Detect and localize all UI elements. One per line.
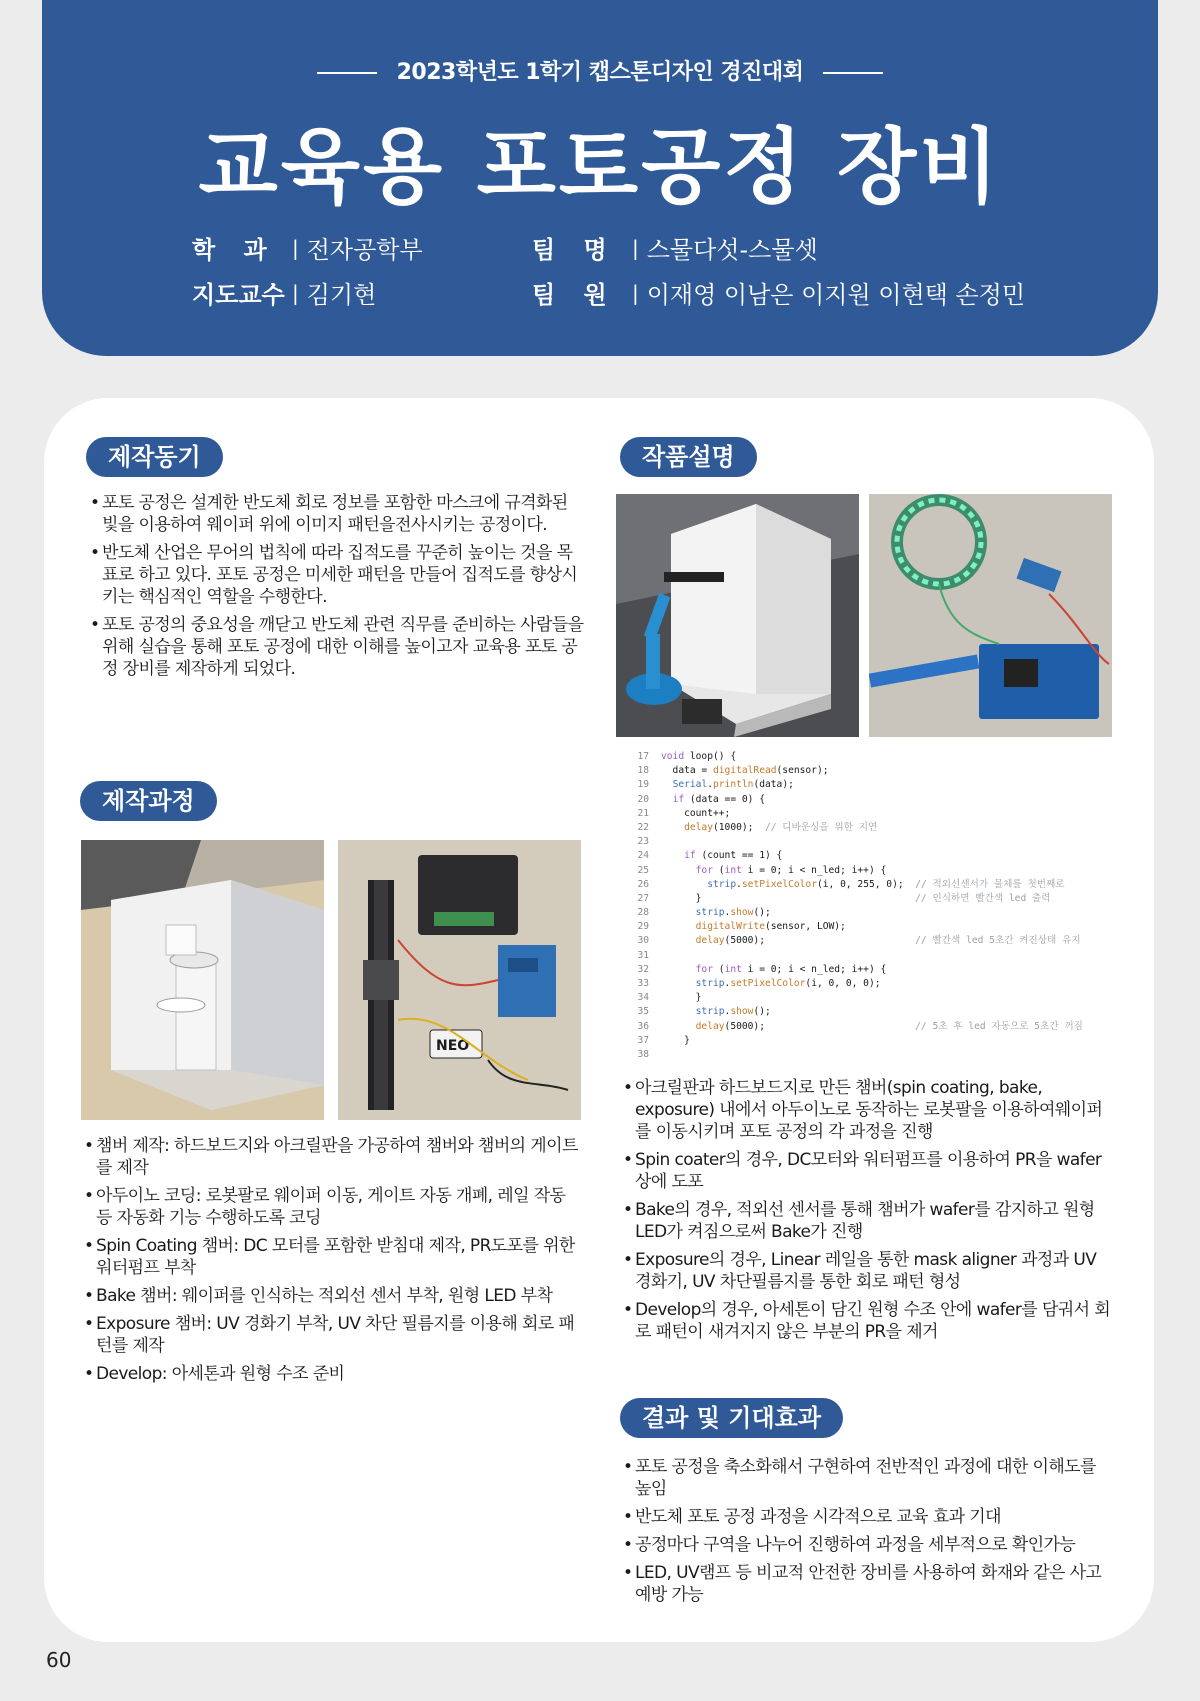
robot-arm-photo	[616, 494, 859, 737]
code-line	[625, 1048, 1105, 1062]
list-item: • 반도체 포토 공정 과정을 시각적으로 교육 효과 기대	[623, 1506, 1113, 1528]
list-item: • LED, UV램프 등 비교적 안전한 장비를 사용하여 화재와 같은 사고 예방 가능	[623, 1562, 1113, 1606]
code-line-text: delay(5000); // 5초 후 led 자동으로 5초간 꺼짐	[695, 1020, 1083, 1032]
code-line	[625, 1020, 1105, 1034]
advisor-label: 지도교수	[192, 281, 285, 309]
dept-value: 전자공학부	[306, 236, 423, 264]
results-heading: 결과 및 기대효과	[620, 1398, 843, 1438]
code-line-text: count++;	[661, 807, 731, 819]
list-item: • Bake의 경우, 적외선 센서를 통해 챔버가 wafer를 감지하고 원형 LED가 켜짐으로써 Bake가 진행	[623, 1199, 1113, 1243]
contest-rule-left	[317, 72, 377, 74]
list-item: • 포토 공정은 설계한 반도체 회로 정보를 포함한 마스크에 규격화된 빛을 이용하여 웨이퍼 위에 이미지 패턴을전사시키는 공정이다.	[90, 492, 586, 536]
code-line-text: }	[661, 1034, 690, 1046]
rail-photo	[338, 840, 581, 1120]
code-line-text: strip.setPixelColor(i, 0, 255, 0); // 적외선센서가 물체를 첫번째로	[707, 878, 1065, 890]
code-line-number: 36	[637, 1020, 649, 1032]
page-title: 교육용 포토공정 장비	[198, 120, 1002, 215]
code-line	[625, 991, 1105, 1005]
team-value: 스물다섯-스물셋	[646, 236, 818, 264]
list-item: • Develop의 경우, 아세톤이 담긴 원형 수조 안에 wafer를 담궈서 회로 패턴이 새겨지지 않은 부분의 PR을 제거	[623, 1299, 1113, 1343]
code-line	[625, 934, 1105, 948]
code-line-text: for (int i = 0; i < n_led; i++) {	[695, 963, 887, 975]
code-line-text: Serial.println(data);	[672, 779, 794, 791]
code-line	[625, 764, 1105, 778]
members-value: 이재영 이남은 이지원 이현택 손정민	[646, 281, 1026, 309]
code-line-text: delay(5000); // 빨간색 led 5초간 켜진상태 유지	[695, 935, 1081, 947]
process-list	[84, 1135, 580, 1391]
code-line-number: 23	[637, 836, 649, 848]
list-item: • 아크릴판과 하드보드지로 만든 챔버(spin coating, bake, exposure) 내에서 아두이노로 동작하는 로봇팔을 이용하여웨이퍼를 이동시키며 포토 공정의 각 과정을 진행	[623, 1077, 1113, 1143]
members-info: 팀 원 | 이재영 이남은 이지원 이현택 손정민	[532, 275, 1025, 310]
code-line-number: 37	[637, 1034, 649, 1046]
led-ring-photo	[869, 494, 1112, 737]
team-label: 팀 명	[532, 236, 617, 264]
code-line	[625, 977, 1105, 991]
description-list	[623, 1077, 1113, 1349]
list-item: • Exposure 챔버: UV 경화기 부착, UV 차단 필름지를 이용해 회로 패턴를 제작	[84, 1313, 580, 1357]
code-line	[625, 793, 1105, 807]
code-line-number: 27	[637, 892, 649, 904]
code-line	[625, 849, 1105, 863]
code-line-number: 22	[637, 821, 649, 833]
code-line-text: strip.setPixelColor(i, 0, 0, 0);	[695, 978, 881, 989]
code-line-text: if (count == 1) {	[684, 850, 783, 862]
code-line-text: strip.show();	[695, 1006, 771, 1018]
list-item: • Develop: 아세톤과 원형 수조 준비	[84, 1363, 580, 1385]
team-info: 팀 명 | 스물다섯-스물셋	[532, 230, 818, 265]
motivation-list	[90, 492, 586, 686]
code-line	[625, 920, 1105, 934]
code-line-text: } // 인식하면 빨간색 led 출력	[661, 892, 1051, 904]
code-line-number: 34	[637, 992, 649, 1004]
contest-rule-right	[823, 72, 883, 74]
list-item: • 반도체 산업은 무어의 법칙에 따라 집적도를 꾸준히 높이는 것을 목표로 하고 있다. 포토 공정은 미세한 패턴을 만들어 집적도를 향상시키는 핵심적인 역할을 수행한다.	[90, 542, 586, 608]
advisor-value: 김기현	[306, 281, 377, 309]
code-line	[625, 864, 1105, 878]
code-line-number: 38	[637, 1048, 649, 1060]
list-item: • 포토 공정을 축소화해서 구현하여 전반적인 과정에 대한 이해도를 높임	[623, 1456, 1113, 1500]
dept-info: 학 과 | 전자공학부	[192, 230, 423, 265]
code-line-number: 25	[637, 864, 649, 876]
code-line	[625, 835, 1105, 849]
code-line-number: 35	[637, 1006, 649, 1018]
list-item: • Spin coater의 경우, DC모터와 워터펌프를 이용하여 PR을 wafer 상에 도포	[623, 1149, 1113, 1193]
code-line	[625, 906, 1105, 920]
list-item: • 아두이노 코딩: 로봇팔로 웨이퍼 이동, 게이트 자동 개폐, 레일 작동 등 자동화 기능 수행하도록 코딩	[84, 1185, 580, 1229]
module-label: NEO	[436, 1038, 470, 1054]
code-line-number: 29	[637, 921, 649, 933]
code-line	[625, 778, 1105, 792]
code-line	[625, 807, 1105, 821]
code-line-number: 21	[637, 807, 649, 819]
process-heading: 제작과정	[80, 781, 217, 821]
header-banner	[42, 0, 1158, 356]
code-snippet	[625, 750, 1105, 1068]
code-line-text: for (int i = 0; i < n_led; i++) {	[695, 864, 887, 876]
code-line-text: if (data == 0) {	[672, 793, 765, 805]
list-item: • Spin Coating 챔버: DC 모터를 포함한 받침대 제작, PR도포를 위한 워터펌프 부착	[84, 1235, 580, 1279]
code-line-number: 17	[637, 751, 649, 762]
results-list	[623, 1456, 1113, 1612]
code-line	[625, 878, 1105, 892]
code-line-text: digitalWrite(sensor, LOW);	[695, 921, 846, 933]
code-line-number: 28	[637, 907, 649, 919]
list-item: • 공정마다 구역을 나누어 진행하여 과정을 세부적으로 확인가능	[623, 1534, 1113, 1556]
code-line-text: data = digitalRead(sensor);	[661, 765, 829, 777]
code-line-number: 33	[637, 978, 649, 989]
code-line-text: void loop() {	[661, 751, 737, 762]
contest-line	[42, 55, 1158, 86]
code-line	[625, 892, 1105, 906]
members-label: 팀 원	[532, 281, 617, 309]
code-line-number: 30	[637, 935, 649, 947]
page-number: 60	[46, 1648, 72, 1672]
chamber-photo	[81, 840, 324, 1120]
advisor-info: 지도교수 | 김기현	[192, 275, 376, 310]
motivation-heading: 제작동기	[86, 437, 223, 477]
code-line-number: 32	[637, 963, 649, 975]
code-line	[625, 1005, 1105, 1019]
code-line-text: }	[661, 992, 702, 1004]
code-line-number: 18	[637, 765, 649, 777]
code-line	[625, 949, 1105, 963]
contest-title: 2023학년도 1학기 캡스톤디자인 경진대회	[396, 60, 804, 85]
list-item: • Exposure의 경우, Linear 레일을 통한 mask aligner 과정과 UV 경화기, UV 차단필름지를 통한 회로 패턴 형성	[623, 1249, 1113, 1293]
dept-label: 학 과	[192, 236, 277, 264]
code-line-number: 24	[637, 850, 649, 862]
list-item: • 챔버 제작: 하드보드지와 아크릴판을 가공하여 챔버와 챔버의 게이트를 제작	[84, 1135, 580, 1179]
list-item: • Bake 챔버: 웨이퍼를 인식하는 적외선 센서 부착, 원형 LED 부착	[84, 1285, 580, 1307]
code-line	[625, 821, 1105, 835]
code-line-number: 19	[637, 779, 649, 791]
code-line-text: strip.show();	[695, 907, 771, 919]
code-line-text: delay(1000); // 디바운싱을 위한 지연	[684, 821, 878, 833]
code-line-number: 31	[637, 949, 649, 961]
list-item: • 포토 공정의 중요성을 깨닫고 반도체 관련 직무를 준비하는 사람들을 위해 실습을 통해 포토 공정에 대한 이해를 높이고자 교육용 포토 공정 장비를 제작하게 되었다.	[90, 614, 586, 680]
description-heading: 작품설명	[620, 437, 757, 477]
code-line	[625, 963, 1105, 977]
code-line	[625, 750, 1105, 764]
code-line-number: 20	[637, 793, 649, 805]
code-line	[625, 1034, 1105, 1048]
code-line-number: 26	[637, 878, 649, 890]
